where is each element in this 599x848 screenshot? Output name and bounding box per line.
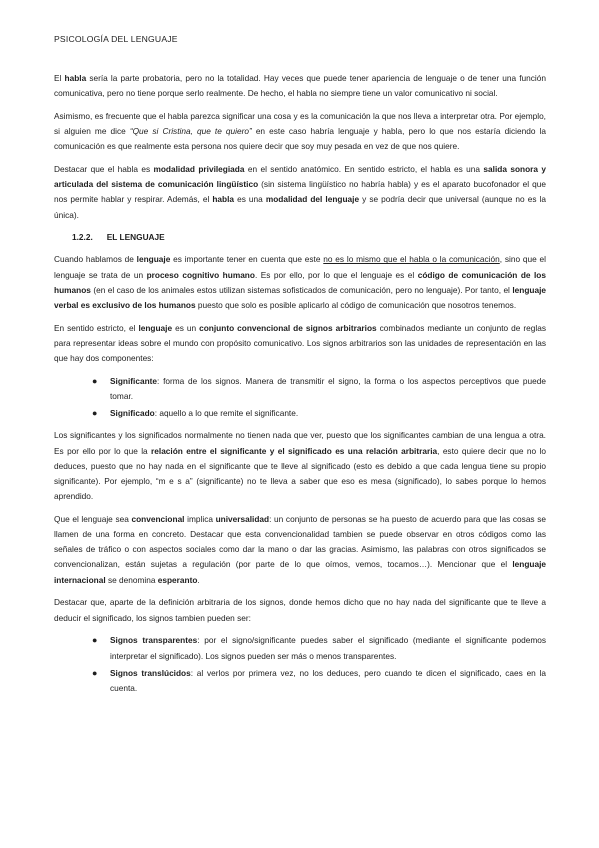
text-span: y se podría decir que universal (aunque no es la única). <box>54 194 546 220</box>
text-span: : un conjunto de personas se ha puesto de acuerdo para que las cosas se llamen de una forma en concreto. Destacar que esta convencionalidad tambien se puede observar en otros códigos como las señales de tráfico o con aspectos sociales como dar la mano o dar las gracias. Asimismo, las palabras con otros significados se convencionalizan, están sujetas a regulación (por parte de lo que oímos, vemos, tocamos…). Mencionar que el <box>54 513 546 570</box>
text-span: en este caso habría lenguaje y habla, pero lo que nos estaría diciendo la comunicación es que realmente esta persona nos quiere decir que soy muy pesada en vez de que nos quiere. <box>54 126 547 152</box>
text-span: : forma de los signos. Manera de transmitir el signo, la forma o los aspectos perceptivos que puede tomar. <box>110 375 546 401</box>
bold-term: modalidad privilegiada <box>153 164 245 175</box>
text-span: en el sentido anatómico. En sentido estricto, el habla es una <box>244 164 484 175</box>
text-span: es una <box>234 194 266 205</box>
paragraph-habla-probatoria <box>54 71 546 101</box>
bold-term: lenguaje <box>136 254 171 265</box>
section-title: EL LENGUAJE <box>106 232 165 243</box>
paragraph-lenguaje-intro <box>54 252 546 313</box>
list-item <box>92 374 546 404</box>
section-number: 1.2.2. <box>72 232 93 243</box>
text-span: , esto quiere decir que no lo deduces, puesto que no hay nada en el significante que te lleve al significado (esto es debido a que cada lengua tiene su propio significante). Por ejemplo, “m e s a” (significante) no te lleva a saber que eso es mesa (significado), lo sabes porque lo hemos aprendido. <box>54 445 546 502</box>
bold-term: lenguaje internacional <box>54 559 546 585</box>
text-span: implica <box>184 513 216 524</box>
text-span: se denomina <box>105 574 158 585</box>
text-span: (sin sistema lingüístico no habría habla) y es el aparato bucofonador el que nos permite hablar y respirar. Además, el <box>54 179 546 205</box>
paragraph-modalidad-privilegiada <box>54 162 546 223</box>
text-span: es importante tener en cuenta que este <box>170 254 324 265</box>
section-heading <box>72 230 546 245</box>
text-span: . Es por ello, por lo que el lenguaje es el <box>254 269 418 280</box>
text-span: Que el lenguaje sea <box>54 513 132 524</box>
bold-term: Significante <box>110 375 158 386</box>
text-span: : al verlos por primera vez, no los deduces, pero cuando te dicen el significado, caes en la cuenta. <box>110 667 547 693</box>
bold-term: Significado <box>110 408 155 419</box>
text-span: : aquello a lo que remite el significante. <box>154 408 299 419</box>
bold-term: modalidad del lenguaje <box>265 194 360 205</box>
text-span: El <box>54 73 65 83</box>
text-span: Destacar que, aparte de la definición arbitraria de los signos, donde hemos dicho que no hay nada del significante que te lleve a deducir el significado, los signos tambien pueden ser: <box>54 597 546 623</box>
bullet-icon: ● <box>92 375 98 386</box>
bullet-icon: ● <box>92 667 98 678</box>
text-span: es un <box>172 322 200 333</box>
text-span: Destacar que el habla es <box>54 164 154 175</box>
bold-term: código de comunicación de los humanos <box>54 269 546 295</box>
text-span: combinados mediante un conjunto de reglas para representar ideas sobre el mundo con propósito comunicativo. Los signos arbitrarios son las unidades de representación en las que hay dos componentes: <box>54 322 546 364</box>
text-span: puesto que solo es posible aplicarlo al código de comunicación que nosotros tenemos. <box>195 299 517 310</box>
paragraph-sentido-estricto <box>54 321 546 367</box>
paragraph-signos-tipos <box>54 595 546 625</box>
bold-term: conjunto convencional de signos arbitrarios <box>199 322 377 333</box>
bold-term: habla <box>64 73 87 83</box>
text-span: sería la parte probatoria, pero no la totalidad. Hay veces que puede tener apariencia de lenguaje o de tener una función comunicativa, pero no tiene porque serlo realmente. De hecho, el habla no siempre tiene un valor comunicativo ni social. <box>54 73 546 99</box>
text-span: (en el caso de los animales estos utilizan sistemas sofisticados de comunicación, pero no lenguaje). Por tanto, el <box>90 284 513 295</box>
text-span: , sino que el lenguaje se trata de un <box>54 254 546 280</box>
text-span: . <box>197 574 200 585</box>
bold-term: convencional <box>131 513 185 524</box>
text-span: Asimismo, es frecuente que el habla parezca significar una cosa y es la comunicación la que nos lleva a interpretar otra. Por ejemplo, si alguien me dice <box>54 110 546 137</box>
components-list <box>54 374 546 422</box>
underlined-text: no es lo mismo que el habla o la comunicación <box>323 254 500 265</box>
paragraph-convencional <box>54 512 546 588</box>
list-item <box>92 666 546 696</box>
bold-term: lenguaje verbal es exclusivo de los humanos <box>54 284 546 310</box>
page-header: PSICOLOGÍA DEL LENGUAJE <box>54 34 178 44</box>
italic-quote: “Que si Cristina, que te quiero” <box>129 126 252 137</box>
bold-term: Signos translúcidos <box>110 667 191 678</box>
bold-term: universalidad <box>215 513 270 524</box>
list-item <box>92 633 546 663</box>
bold-term: salida sonora y articulada del sistema de comunicación lingüístico <box>54 164 546 190</box>
bold-term: esperanto <box>157 574 198 585</box>
text-span: En sentido estricto, el <box>54 322 139 333</box>
bullet-icon: ● <box>92 635 98 646</box>
paragraph-relacion-arbitraria <box>54 428 546 504</box>
bold-term: relación entre el significante y el significado es una relación arbitraria <box>151 445 438 456</box>
paragraph-habla-significar <box>54 109 546 155</box>
bold-term: lenguaje <box>138 322 173 333</box>
bold-term: Signos transparentes <box>110 635 198 646</box>
text-span: : por el signo/significante puedes saber el significado (mediante el significante podemos interpretar el significado). Los signos pueden ser más o menos transparentes. <box>110 635 546 661</box>
list-item <box>92 406 546 421</box>
text-span: Cuando hablamos de <box>54 254 137 265</box>
bullet-icon: ● <box>92 408 98 419</box>
text-span: Los significantes y los significados normalmente no tienen nada que ver, puesto que los significantes cambian de una lengua a otra. Es por ello por lo que la <box>54 430 546 456</box>
signs-list <box>54 633 546 696</box>
bold-term: habla <box>212 194 235 205</box>
bold-term: proceso cognitivo humano <box>146 269 255 280</box>
